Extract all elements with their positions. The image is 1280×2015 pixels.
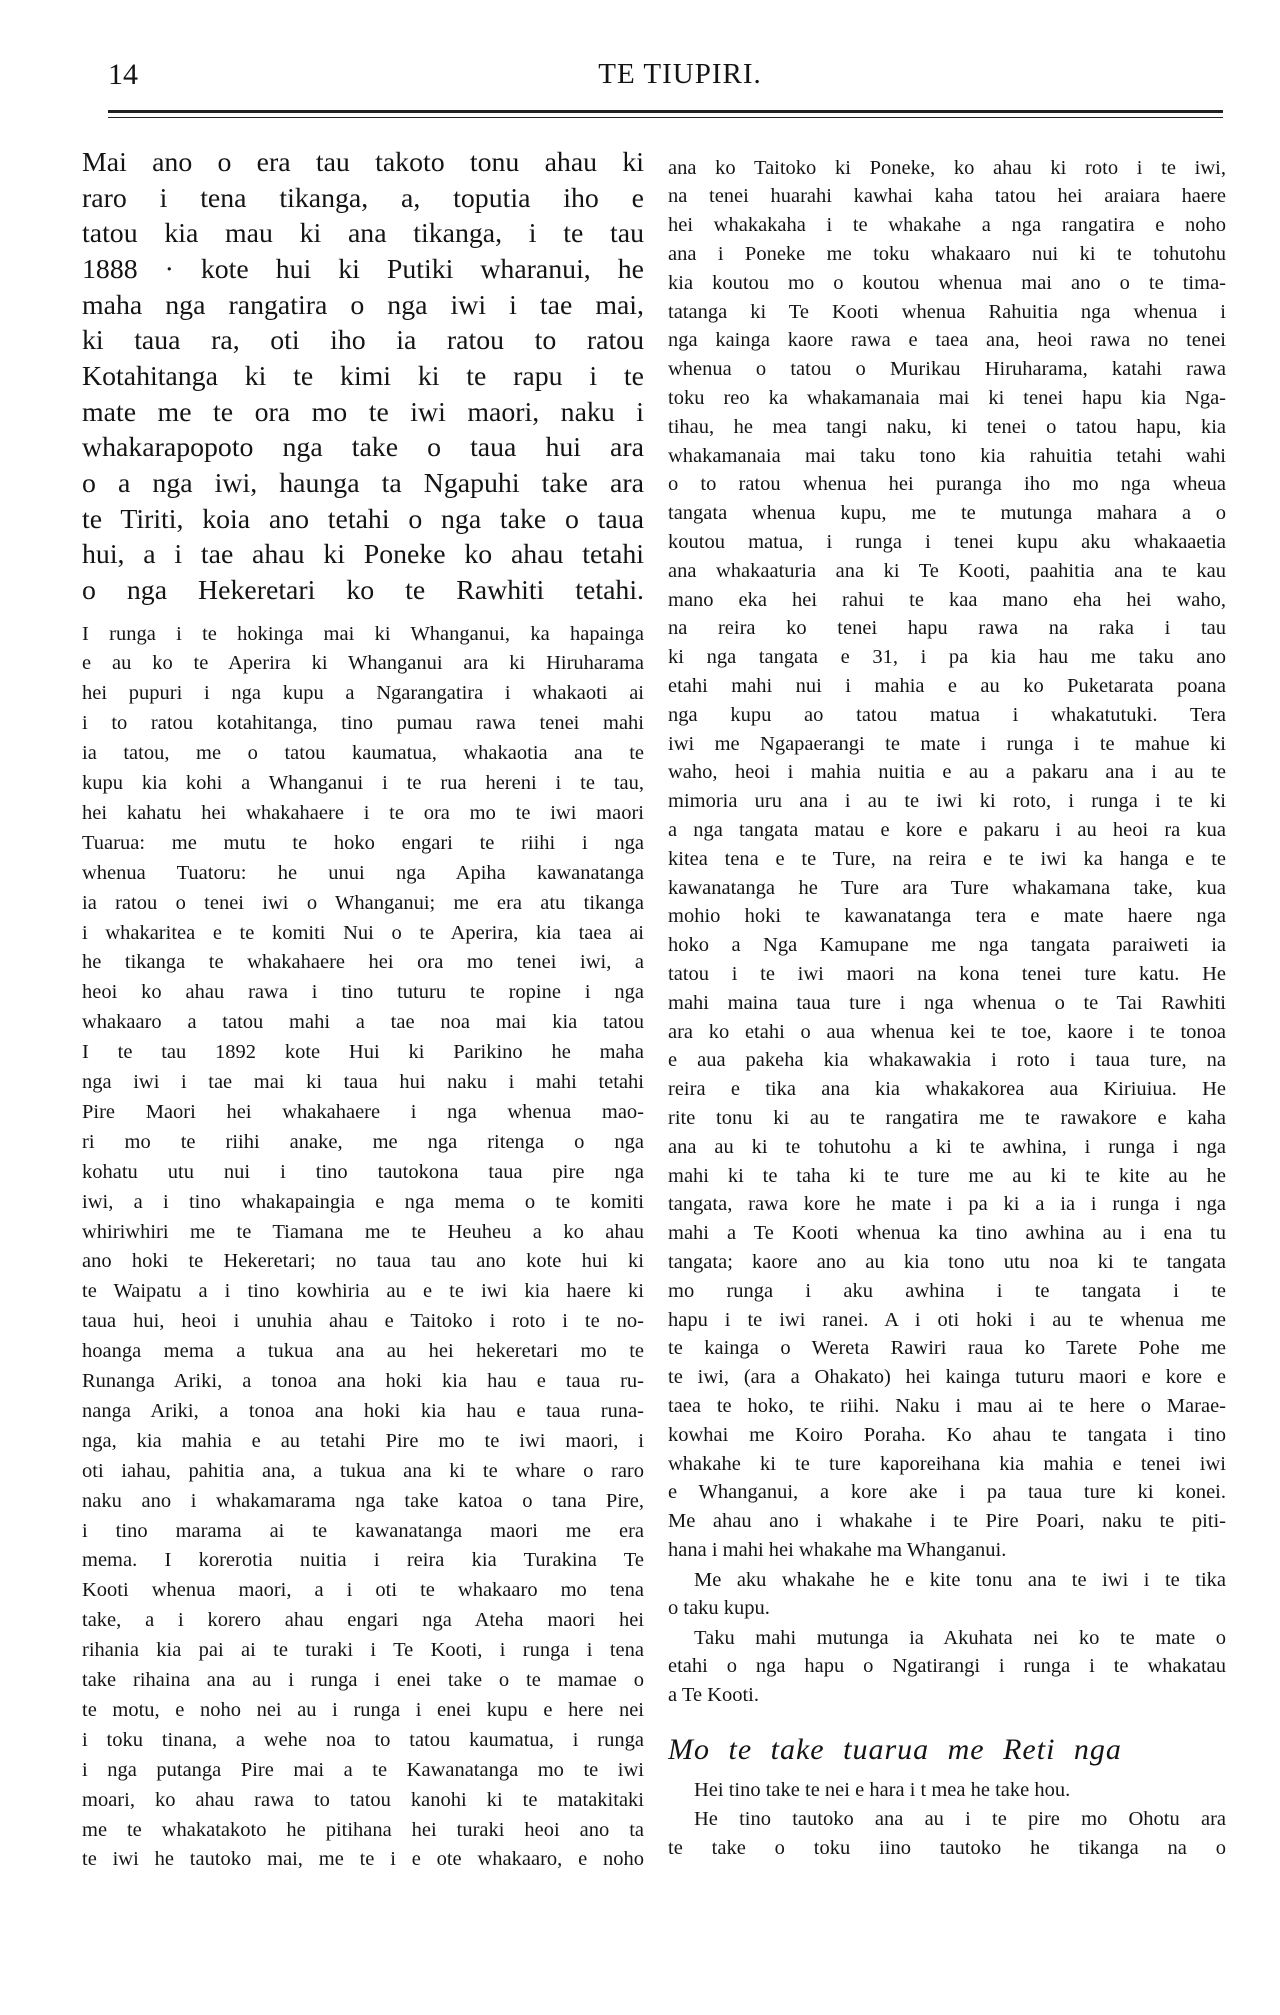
lead-paragraph-line: Kotahitanga ki te kimi ki te rapu i te <box>82 361 644 392</box>
lead-paragraph-line: whakarapopoto nga take o taua hui ara <box>82 432 644 464</box>
body-text-line: mahi maina taua ture i nga whenua o te Tai Rawhiti <box>668 991 1226 1014</box>
body-text-line: heoi ko ahau rawa i tino tuturu te ropine i nga <box>82 981 644 1004</box>
body-text-line: mano eka hei rahui te kaa mano eha hei waho, <box>668 588 1226 611</box>
body-text-line: Pire Maori hei whakahaere i nga whenua mao- <box>82 1100 644 1123</box>
body-text-line: koutou matua, i runga i tenei kupu aku whakaaetia <box>668 530 1226 553</box>
body-text-line: hei pupuri i nga kupu a Ngarangatira i whakaoti ai <box>82 682 644 705</box>
body-text-line: tangata whenua kupu, me te mutunga mahara a o <box>668 502 1226 525</box>
body-text-line: a Te Kooti. <box>668 1683 759 1706</box>
body-text-line: he tikanga te whakahaere hei ora mo tenei iwi, a <box>82 951 644 974</box>
body-text-line: Me aku whakahe he e kite tonu ana te iwi i te tika <box>694 1568 1226 1591</box>
body-text-line: kupu kia kohi a Whanganui i te rua hereni i te tau, <box>82 772 644 794</box>
body-text-line: Runanga Ariki, a tonoa ana hoki kia hau e taua ru- <box>82 1370 644 1392</box>
body-text-line: tangata, rawa kore he mate i pa ki a ia i runga i nga <box>668 1193 1226 1216</box>
body-text-line: whenua Tuatoru: he unui nga Apiha kawanatanga <box>82 861 644 884</box>
running-title: TE TIUPIRI. <box>598 58 762 90</box>
body-text-line: reira e tika ana kia whakakorea aua Kiriuiua. He <box>668 1078 1226 1101</box>
body-text-line: mahi a Te Kooti whenua ka tino awhina au i ena tu <box>668 1222 1226 1245</box>
body-text-line: waho, heoi i mahia nuitia e au a pakaru ana i au te <box>668 761 1226 784</box>
body-text-line: nanga Ariki, a tonoa ana hoki kia hau e taua runa- <box>82 1399 644 1422</box>
body-text-line: nga kupu ao tatou matua i whakatutuki. Tera <box>668 703 1226 726</box>
lead-paragraph-line: o nga Hekeretari ko te Rawhiti tetahi. <box>82 575 644 606</box>
body-text-line: te iwi, (ara a Ohakato) hei kainga tuturu maori e kore e <box>668 1366 1226 1389</box>
body-text-line: i toku tinana, a wehe noa to tatou kaumatua, i runga <box>82 1728 644 1751</box>
lead-paragraph-line: raro i tena tikanga, a, toputia iho e <box>82 182 644 214</box>
body-text-line: kia koutou mo o koutou whenua mai ano o te tima- <box>668 271 1226 294</box>
lead-paragraph-line: te Tiriti, koia ano tetahi o nga take o taua <box>82 503 644 535</box>
body-text-line: ia ratou o tenei iwi o Whanganui; me era atu tikanga <box>82 891 644 914</box>
body-text-line: kitea tena e te Ture, na reira e te iwi ka hanga e te <box>668 847 1226 870</box>
body-text-line: take, a i korero ahau engari nga Ateha maori hei <box>82 1609 644 1632</box>
body-text-line: me te whakatakoto he pitihana hei turaki heoi ano ta <box>82 1818 644 1841</box>
body-text-line: mahi ki te taha ki te ture me au ki te kite au he <box>668 1164 1226 1187</box>
lead-paragraph-line: ki taua ra, oti iho ia ratou to ratou <box>82 325 644 357</box>
body-text-line: hapu i te iwi ranei. A i oti hoki i au te whenua me <box>668 1308 1226 1331</box>
lead-paragraph-line: o a nga iwi, haunga ta Ngapuhi take ara <box>82 468 644 499</box>
body-text-line: iwi me Ngapaerangi te mate i runga i te mahue ki <box>668 732 1226 755</box>
body-text-line: mo runga i aku awhina i te tangata i te <box>668 1279 1226 1302</box>
body-text-line: toku reo ka whakamanaia mai ki tenei hapu kia Nga- <box>668 386 1226 409</box>
body-text-line: Kooti whenua maori, a i oti te whakaaro mo tena <box>82 1579 644 1602</box>
body-text-line: taua hui, heoi i unuhia ahau e Taitoko i roto i te no- <box>82 1310 644 1333</box>
body-text-line: nga, kia mahia e au tetahi Pire mo te iwi maori, i <box>82 1429 644 1452</box>
body-text-line: na tenei huarahi kawhai kaha tatou hei araiara haere <box>668 185 1226 208</box>
body-text-line: moari, ko ahau rawa to tatou kanohi ki te matakitaki <box>82 1788 644 1811</box>
lead-paragraph-line: mate me te ora mo te iwi maori, naku i <box>82 396 644 428</box>
body-text-line: kohatu utu nui i tino tautokona taua pire nga <box>82 1160 644 1183</box>
body-text-line: taea te hoko, te riihi. Naku i mau ai te here o Marae- <box>668 1394 1226 1417</box>
body-text-line: te kainga o Wereta Rawiri raua ko Tarete Pohe me <box>668 1337 1226 1360</box>
body-text-line: i whakaritea e te komiti Nui o te Aperira, kia taea ai <box>82 921 644 944</box>
body-text-line: rite tonu ki au te rangatira me te rawakore e kaha <box>668 1106 1226 1129</box>
body-text-line: hei whakakaha i te whakahe a nga rangatira e noho <box>668 214 1226 237</box>
body-text-line: ki nga tangata e 31, i pa kia hau me taku ano <box>668 646 1226 669</box>
body-text-line: ana au ki te tohutohu a ki te awhina, i runga i nga <box>668 1135 1226 1158</box>
body-text-line: mimoria uru ana i au te iwi ki roto, i runga i te ki <box>668 790 1226 813</box>
body-text-line: tihau, he mea tangi naku, ki tenei o tatou hapu, kia <box>668 415 1226 438</box>
body-text-line: whakahe ki te ture kaporeihana kia mahia e tenei iwi <box>668 1452 1226 1475</box>
body-text-line: whakamanaia mai taku tono kia rahuitia tetahi wahi <box>668 444 1226 467</box>
body-text-line: rihania kia pai ai te turaki i Te Kooti, i runga i tena <box>82 1639 644 1662</box>
body-text-line: I runga i te hokinga mai ki Whanganui, ka hapainga <box>82 622 644 645</box>
body-text-line: na reira ko tenei hapu rawa na raka i tau <box>668 617 1226 640</box>
body-text-line: iwi, a i tino whakapaingia e nga mema o te komiti <box>82 1190 644 1213</box>
lead-paragraph-line: Mai ano o era tau takoto tonu ahau ki <box>82 147 644 178</box>
body-text-line: hana i mahi hei whakahe ma Whanganui. <box>668 1538 1007 1561</box>
body-text-line: whenua o tatou o Murikau Hiruharama, katahi rawa <box>668 358 1226 381</box>
body-text-line: ano hoki te Hekeretari; no taua tau ano kote hui ki <box>82 1250 644 1273</box>
lead-paragraph-line: hui, a i tae ahau ki Poneke ko ahau tetahi <box>82 539 644 571</box>
lead-paragraph-line: maha nga rangatira o nga iwi i tae mai, <box>82 289 644 321</box>
body-text-line: tatou i te iwi maori na kona tenei ture katu. He <box>668 962 1226 985</box>
body-text-line: Taku mahi mutunga ia Akuhata nei ko te mate o <box>694 1626 1226 1649</box>
body-text-line: e au ko te Aperira ki Whanganui ara ki Hiruharama <box>82 652 644 675</box>
body-text-line: oti iahau, pahitia ana, a tukua ana ki te whare o raro <box>82 1459 644 1482</box>
body-text-line: take rihaina ana au i runga i enei take o te mamae o <box>82 1669 644 1691</box>
body-text-line: whiriwhiri me te Tiamana me te Heuheu a ko ahau <box>82 1220 644 1243</box>
body-text-line: i nga putanga Pire mai a te Kawanatanga mo te iwi <box>82 1758 644 1781</box>
body-text-line: o taku kupu. <box>668 1596 770 1619</box>
body-text-line: te take o toku iino tautoko he tikanga na o <box>668 1836 1226 1859</box>
lead-paragraph-line: 1888 · kote hui ki Putiki wharanui, he <box>82 254 644 285</box>
body-text-line: Tuarua: me mutu te hoko engari te riihi i nga <box>82 831 644 854</box>
body-text-line: e aua pakeha kia whakawakia i roto i taua ture, na <box>668 1049 1226 1072</box>
body-text-line: tatanga ki Te Kooti whenua Rahuitia nga whenua i <box>668 300 1226 323</box>
body-text-line: a nga tangata matau e kore e pakaru i au heoi ra kua <box>668 818 1226 841</box>
body-text-line: He tino tautoko ana au i te pire mo Ohotu ara <box>694 1807 1226 1830</box>
header-rule <box>108 110 1223 113</box>
body-text-line: hei kahatu hei whakahaere i te ora mo te iwi maori <box>82 801 644 824</box>
body-text-line: etahi o nga hapu o Ngatirangi i runga i te whakatau <box>668 1654 1226 1677</box>
page-number: 14 <box>108 58 138 91</box>
body-text-line: kawanatanga he Ture ara Ture whakamana take, kua <box>668 876 1226 899</box>
body-text-line: te Waipatu a i tino kowhiria au e te iwi kia haere ki <box>82 1280 644 1303</box>
body-text-line: o to ratou whenua hei puranga iho mo nga wheua <box>668 473 1226 496</box>
body-text-line: te iwi he tautoko mai, me te i e ote whakaaro, e noho <box>82 1848 644 1871</box>
body-text-line: ana i Poneke me toku whakaaro nui ki te tohutohu <box>668 242 1226 265</box>
body-text-line: naku ano i whakamarama nga take katoa o tana Pire, <box>82 1489 644 1512</box>
body-text-line: etahi mahi nui i mahia e au ko Puketarata poana <box>668 674 1226 697</box>
section-heading: Mo te take tuarua me Reti nga <box>668 1733 1122 1766</box>
body-text-line: mema. I korerotia nuitia i reira kia Turakina Te <box>82 1549 644 1572</box>
body-text-line: ia tatou, me o tatou kaumatua, whakaotia ana te <box>82 742 644 765</box>
body-text-line: e Whanganui, a kore ake i pa taua ture ki konei. <box>668 1481 1226 1504</box>
body-text-line: nga iwi i tae mai ki taua hui naku i mahi tetahi <box>82 1071 644 1093</box>
body-text-line: hoko a Nga Kamupane me nga tangata paraiweti ia <box>668 934 1226 957</box>
body-text-line: tangata; kaore ano au kia tono utu noa ki te tangata <box>668 1250 1226 1273</box>
body-text-line: Hei tino take te nei e hara i t mea he take hou. <box>694 1778 1071 1801</box>
body-text-line: Me ahau ano i whakahe i te Pire Poari, naku te piti- <box>668 1510 1226 1533</box>
body-text-line: ana whakaaturia ana ki Te Kooti, paahitia ana te kau <box>668 559 1226 582</box>
body-text-line: mohio hoki te kawanatanga tera e mate haere nga <box>668 905 1226 928</box>
body-text-line: nga kainga kaore rawa e taea ana, heoi rawa no tenei <box>668 329 1226 352</box>
body-text-line: i tino marama ai te kawanatanga maori me era <box>82 1519 644 1542</box>
body-text-line: whakaaro a tatou mahi a tae noa mai kia tatou <box>82 1011 644 1034</box>
body-text-line: ana ko Taitoko ki Poneke, ko ahau ki roto i te iwi, <box>668 156 1226 179</box>
body-text-line: i to ratou kotahitanga, tino pumau rawa tenei mahi <box>82 712 644 735</box>
body-text-line: ara ko etahi o aua whenua kei te toe, kaore i te tonoa <box>668 1020 1226 1043</box>
header-rule-thin <box>108 117 1223 118</box>
body-text-line: kowhai me Koiro Poraha. Ko ahau te tangata i tino <box>668 1423 1226 1446</box>
body-text-line: I te tau 1892 kote Hui ki Parikino he maha <box>82 1041 644 1064</box>
body-text-line: ri mo te riihi anake, me nga ritenga o nga <box>82 1130 644 1153</box>
body-text-line: hoanga mema a tukua ana au hei hekeretari mo te <box>82 1340 644 1363</box>
lead-paragraph-line: tatou kia mau ki ana tikanga, i te tau <box>82 218 644 250</box>
body-text-line: te motu, e noho nei au i runga i enei kupu e here nei <box>82 1698 644 1721</box>
